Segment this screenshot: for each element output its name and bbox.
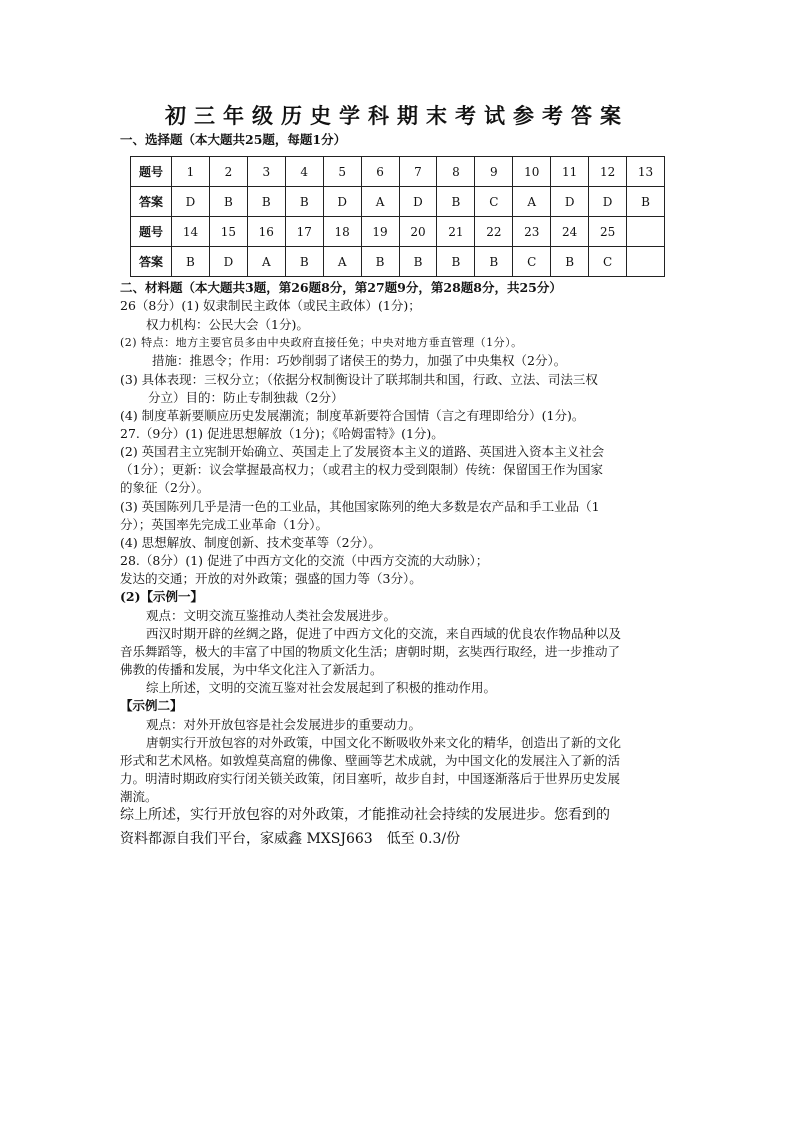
q26-part2-feature: (2) 特点：地方主要官员多由中央政府直接任免；中央对地方垂直管理（1分）。 xyxy=(120,336,523,349)
table-cell: 24 xyxy=(551,217,589,247)
table-cell: B xyxy=(437,187,475,217)
row-header: 答案 xyxy=(131,247,172,277)
page-title: 初三年级历史学科期末考试参考答案 xyxy=(165,103,629,128)
table-cell: 23 xyxy=(513,217,551,247)
q28-example1-label: (2)【示例一】 xyxy=(120,589,204,604)
q26-part1-organ: 权力机构：公民大会（1分)。 xyxy=(146,317,309,332)
q28-example2-view: 观点：对外开放包容是社会发展进步的重要动力。 xyxy=(146,717,422,732)
table-cell: B xyxy=(399,247,437,277)
section-heading-material: 二、材料题（本大题共3题，第26题8分，第27题9分，第28题8分，共25分） xyxy=(120,280,562,295)
section-heading-choice: 一、选择题（本大题共25题，每题1分） xyxy=(120,132,347,147)
table-cell xyxy=(627,217,665,247)
table-cell: 18 xyxy=(323,217,361,247)
q27-part3-a: (3) 英国陈列几乎是清一色的工业品，其他国家陈列的绝大多数是农产品和手工业品（1 xyxy=(120,499,600,514)
q26-part2-measure: 措施：推恩令；作用：巧妙削弱了诸侯王的势力，加强了中央集权（2分）。 xyxy=(152,353,567,368)
table-cell: 19 xyxy=(361,217,399,247)
row-header: 答案 xyxy=(131,187,172,217)
table-cell: B xyxy=(247,187,285,217)
table-cell: B xyxy=(361,247,399,277)
answer-table xyxy=(130,156,665,277)
table-cell: B xyxy=(551,247,589,277)
q28-example2-body-b: 形式和艺术风格。如敦煌莫高窟的佛像、壁画等艺术成就，为中国文化的发展注入了新的活 xyxy=(120,753,621,768)
q26-part3-purpose: 分立）目的：防止专制独裁（2分） xyxy=(148,390,344,405)
table-cell: 14 xyxy=(172,217,210,247)
q28-example1-body-b: 音乐舞蹈等，极大的丰富了中国的物质文化生活；唐朝时期，玄奘西行取经，进一步推动了 xyxy=(120,644,621,659)
q28-example1-view: 观点：文明交流互鉴推动人类社会发展进步。 xyxy=(146,608,397,623)
table-cell: D xyxy=(399,187,437,217)
q26-part4: (4) 制度革新要顺应历史发展潮流；制度革新要符合国情（言之有理即给分）(1分)。 xyxy=(120,408,585,423)
q28-example2-body-a: 唐朝实行开放包容的对外政策，中国文化不断吸收外来文化的精华，创造出了新的文化 xyxy=(146,735,622,750)
table-cell: B xyxy=(437,247,475,277)
table-cell: D xyxy=(172,187,210,217)
table-row xyxy=(131,217,665,247)
q28-example2-body-d: 潮流。 xyxy=(120,789,158,804)
table-cell: 17 xyxy=(285,217,323,247)
table-cell: 10 xyxy=(513,157,551,187)
table-cell: 25 xyxy=(589,217,627,247)
table-cell: 12 xyxy=(589,157,627,187)
q28-example1-body-a: 西汉时期开辟的丝绸之路，促进了中西方文化的交流，来自西域的优良农作物品种以及 xyxy=(146,626,622,641)
table-cell: 15 xyxy=(209,217,247,247)
row-header: 题号 xyxy=(131,217,172,247)
table-row xyxy=(131,187,665,217)
table-row xyxy=(131,157,665,187)
q27-part1: 27.（9分）(1) 促进思想解放（1分)；《哈姆雷特》(1分)。 xyxy=(120,426,444,441)
q28-example1-summary: 综上所述，文明的交流互鉴对社会发展起到了积极的推动作用。 xyxy=(146,680,497,695)
q27-part2-a: (2) 英国君主立宪制开始确立、英国走上了发展资本主义的道路、英国进入资本主义社会 xyxy=(120,444,605,459)
table-cell: C xyxy=(589,247,627,277)
q28-example2-body-c: 力。明清时期政府实行闭关锁关政策，闭目塞听，故步自封，中国逐渐落后于世界历史发展 xyxy=(120,771,621,786)
q27-part4: (4) 思想解放、制度创新、技术变革等（2分）。 xyxy=(120,535,381,550)
table-cell: 6 xyxy=(361,157,399,187)
table-cell: 4 xyxy=(285,157,323,187)
table-cell: C xyxy=(513,247,551,277)
table-cell: D xyxy=(551,187,589,217)
table-cell: A xyxy=(513,187,551,217)
q28-part1: 28.（8分）(1) 促进了中西方文化的交流（中西方交流的大动脉）； xyxy=(120,553,489,568)
q26-part3: (3) 具体表现：三权分立；（依据分权制衡设计了联邦制共和国，行政、立法、司法三权 xyxy=(120,372,598,387)
row-header: 题号 xyxy=(131,157,172,187)
q27-part2-c: 的象征（2分）。 xyxy=(120,480,210,495)
table-cell: 22 xyxy=(475,217,513,247)
table-cell: 20 xyxy=(399,217,437,247)
table-cell: 16 xyxy=(247,217,285,247)
q27-part3-b: 分）；英国率先完成工业革命（1分）。 xyxy=(120,517,328,532)
table-cell: 3 xyxy=(247,157,285,187)
table-cell: 9 xyxy=(475,157,513,187)
table-cell: C xyxy=(475,187,513,217)
table-cell xyxy=(627,247,665,277)
table-cell: 13 xyxy=(627,157,665,187)
table-cell: D xyxy=(323,187,361,217)
source-note: 资料都源自我们平台，家威鑫 MXSJ663 低至 0.3/份 xyxy=(120,831,461,847)
table-cell: 11 xyxy=(551,157,589,187)
q27-part2-b: （1分）；更新：议会掌握最高权力；（或君主的权力受到限制）传统：保留国王作为国家 xyxy=(120,462,603,477)
q28-example2-summary: 综上所述，实行开放包容的对外政策，才能推动社会持续的发展进步。您看到的 xyxy=(120,807,610,823)
table-cell: 21 xyxy=(437,217,475,247)
q28-part1-b: 发达的交通；开放的对外政策；强盛的国力等（3分）。 xyxy=(120,571,422,586)
table-cell: 7 xyxy=(399,157,437,187)
table-cell: B xyxy=(285,247,323,277)
table-cell: B xyxy=(475,247,513,277)
table-cell: 8 xyxy=(437,157,475,187)
table-cell: B xyxy=(172,247,210,277)
table-cell: B xyxy=(627,187,665,217)
table-cell: 2 xyxy=(209,157,247,187)
table-cell: B xyxy=(285,187,323,217)
table-cell: A xyxy=(323,247,361,277)
table-cell: 1 xyxy=(172,157,210,187)
table-cell: A xyxy=(247,247,285,277)
q28-example2-label: 【示例二】 xyxy=(120,698,183,713)
table-cell: D xyxy=(589,187,627,217)
q26-part1: 26（8分）(1) 奴隶制民主政体（或民主政体）(1分)； xyxy=(120,298,421,313)
table-cell: 5 xyxy=(323,157,361,187)
table-row xyxy=(131,247,665,277)
table-cell: B xyxy=(209,187,247,217)
table-cell: A xyxy=(361,187,399,217)
q28-example1-body-c: 佛教的传播和发展，为中华文化注入了新活力。 xyxy=(120,662,383,677)
table-cell: D xyxy=(209,247,247,277)
